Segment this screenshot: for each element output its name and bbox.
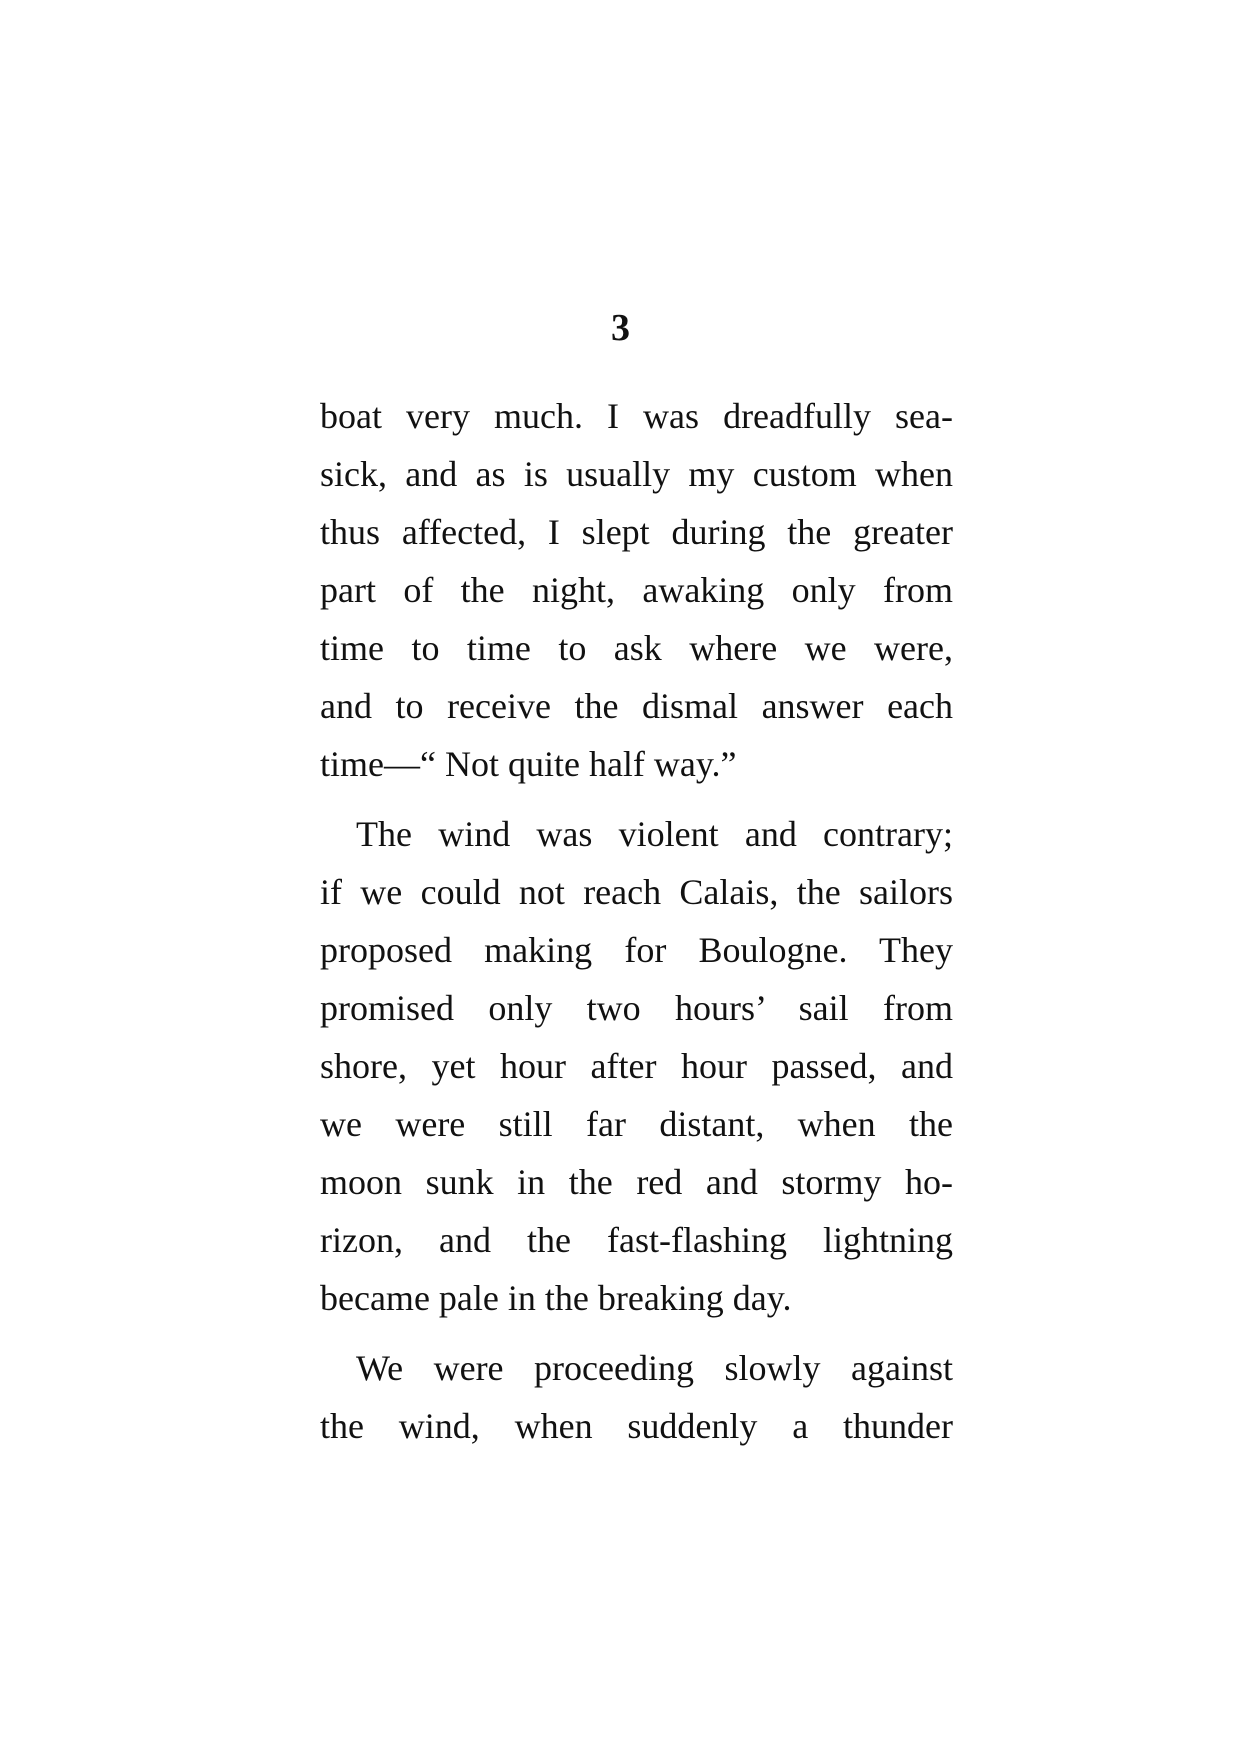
text-line: The wind was violent and contrary; xyxy=(356,814,953,854)
text-line: proposed making for Boulogne. They xyxy=(320,930,953,970)
text-line: boat very much. I was dreadfully sea- xyxy=(320,396,953,436)
text-line: rizon, and the fast-flashing lightning xyxy=(320,1220,953,1260)
text-line: the wind, when suddenly a thunder xyxy=(320,1406,953,1446)
paragraph xyxy=(320,387,953,793)
text-line: moon sunk in the red and stormy ho- xyxy=(320,1162,953,1202)
text-line: part of the night, awaking only from xyxy=(320,570,953,610)
text-line: We were proceeding slowly against xyxy=(356,1348,953,1388)
text-line: time—“ Not quite half way.” xyxy=(320,744,737,784)
page-number: 3 xyxy=(611,307,630,349)
text-line: time to time to ask where we were, xyxy=(320,628,953,668)
text-line: shore, yet hour after hour passed, and xyxy=(320,1046,953,1086)
text-line: and to receive the dismal answer each xyxy=(320,686,953,726)
text-line: sick, and as is usually my custom when xyxy=(320,454,953,494)
paragraph xyxy=(320,805,953,1327)
text-line: we were still far distant, when the xyxy=(320,1104,953,1144)
text-line: promised only two hours’ sail from xyxy=(320,988,953,1028)
text-line: if we could not reach Calais, the sailors xyxy=(320,872,953,912)
text-line: thus affected, I slept during the greater xyxy=(320,512,953,552)
body-text xyxy=(320,387,953,1455)
paragraph xyxy=(320,1339,953,1455)
text-line: became pale in the breaking day. xyxy=(320,1278,792,1318)
